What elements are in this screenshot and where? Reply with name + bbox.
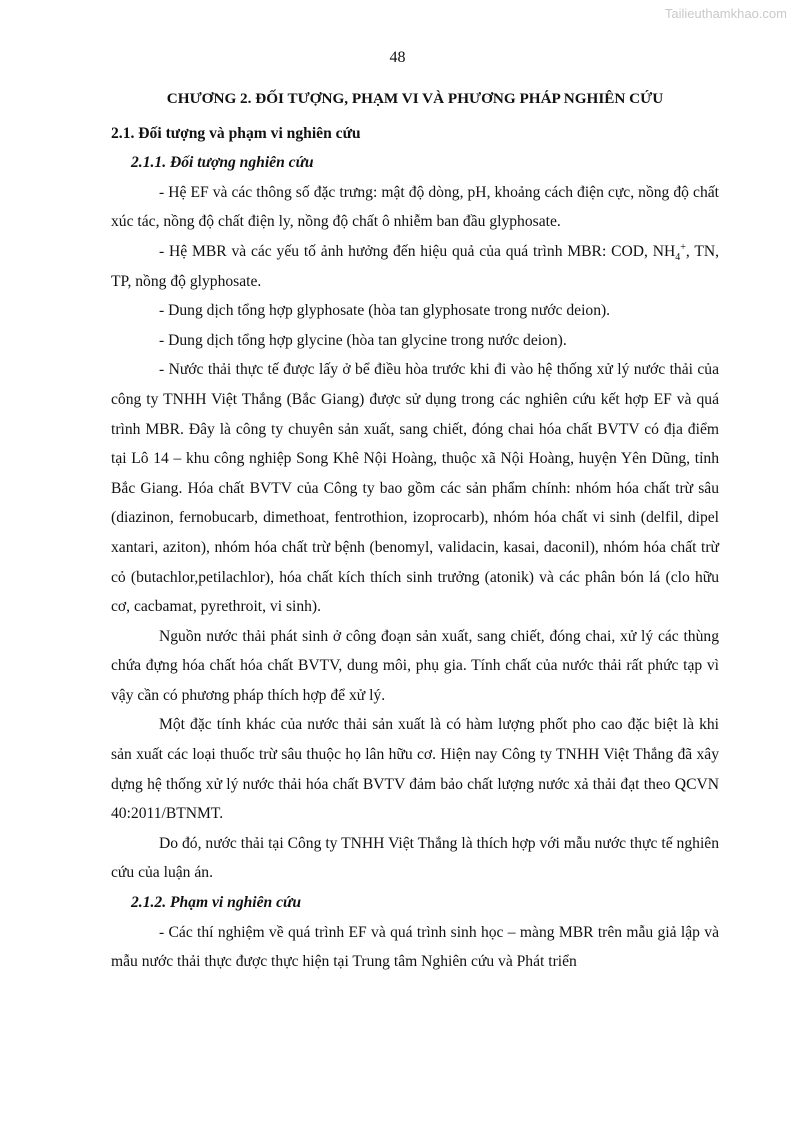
- paragraph-scope: - Các thí nghiệm về quá trình EF và quá trình sinh học – màng MBR trên mẫu giả lập và mẫu nước thải thực được thực hiện tại Trung tâm Nghiên cứu và Phát triển: [111, 923, 719, 971]
- document-body: [111, 84, 719, 977]
- mbr-text-b: , TN, TP, nồng độ glyphosate.: [111, 242, 720, 290]
- page-number: 48: [389, 49, 406, 66]
- mbr-text-a: - Hệ MBR và các yếu tố ảnh hưởng đến hiệu quả của quá trình MBR: COD,: [159, 242, 648, 260]
- watermark: Tailieuthamkhao.com: [664, 6, 787, 21]
- paragraph-mbr-system: [111, 237, 719, 296]
- section-heading-2-1: 2.1. Đối tượng và phạm vi nghiên cứu: [111, 124, 361, 142]
- paragraph-wastewater-source: Nguồn nước thải phát sinh ở công đoạn sản xuất, sang chiết, đóng chai, xử lý các thùng chứa đựng hóa chất hóa chất BVTV, dung môi, phụ gia. Tính chất của nước thải rất phức tạp vì vậy cần có phương pháp thích hợp để xử lý.: [111, 627, 719, 704]
- paragraph-real-wastewater: - Nước thải thực tế được lấy ở bể điều hòa trước khi đi vào hệ thống xử lý nước thải của công ty TNHH Việt Thắng (Bắc Giang) được sử dụng trong các nghiên cứu kết hợp EF và quá trình MBR. Đây là công ty chuyên sản xuất, sang chiết, đóng chai hóa chất BVTV có địa điểm tại Lô 14 – khu công nghiệp Song Khê Nội Hoàng, thuộc xã Nội Hoàng, huyện Yên Dũng, tỉnh Bắc Giang. Hóa chất BVTV của Công ty bao gồm các sản phẩm chính: nhóm hóa chất trừ sâu (diazinon, fernobucarb, dimethoat, fentrothion, izoprocarb), nhóm hóa chất vi sinh (delfil, dipel xantari, aziton), nhóm hóa chất trừ bệnh (benomyl, validacin, kasai, daconil), nhóm hóa chất trừ cỏ (butachlor,petilachlor), hóa chất kích thích sinh trưởng (atonik) và các phân bón lá (clo hữu cơ, cacbamat, pyrethroit, vi sinh).: [111, 361, 719, 616]
- paragraph-phosphorus: Một đặc tính khác của nước thải sản xuất là có hàm lượng phốt pho cao đặc biệt là khi sản xuất các loại thuốc trừ sâu thuộc họ lân hữu cơ. Hiện nay Công ty TNHH Việt Thắng đã xây dựng hệ thống xử lý nước thải hóa chất BVTV đảm bảo chất lượng nước xả thải đạt theo QCVN 40:2011/BTNMT.: [111, 716, 719, 823]
- nh4-formula: $NH_4^+$: [652, 241, 686, 264]
- subsection-heading-2-1-2: 2.1.2. Phạm vi nghiên cứu: [131, 894, 302, 912]
- paragraph-ef-system: - Hệ EF và các thông số đặc trưng: mật độ dòng, pH, khoảng cách điện cực, nồng độ chất xúc tác, nồng độ chất điện ly, nồng độ chất ô nhiễm ban đầu glyphosate.: [111, 183, 719, 231]
- paragraph-glycine-solution: - Dung dịch tổng hợp glycine (hòa tan glycine trong nước deion).: [159, 331, 567, 349]
- paragraph-glyphosate-solution: - Dung dịch tổng hợp glyphosate (hòa tan glyphosate trong nước deion).: [159, 302, 611, 320]
- chapter-title: CHƯƠNG 2. ĐỐI TƯỢNG, PHẠM VI VÀ PHƯƠNG PHÁP NGHIÊN CỨU: [166, 90, 664, 107]
- subsection-heading-2-1-1: 2.1.1. Đối tượng nghiên cứu: [131, 154, 314, 172]
- paragraph-conclusion: Do đó, nước thải tại Công ty TNHH Việt Thắng là thích hợp với mẫu nước thực tế nghiên cứu của luận án.: [111, 834, 719, 882]
